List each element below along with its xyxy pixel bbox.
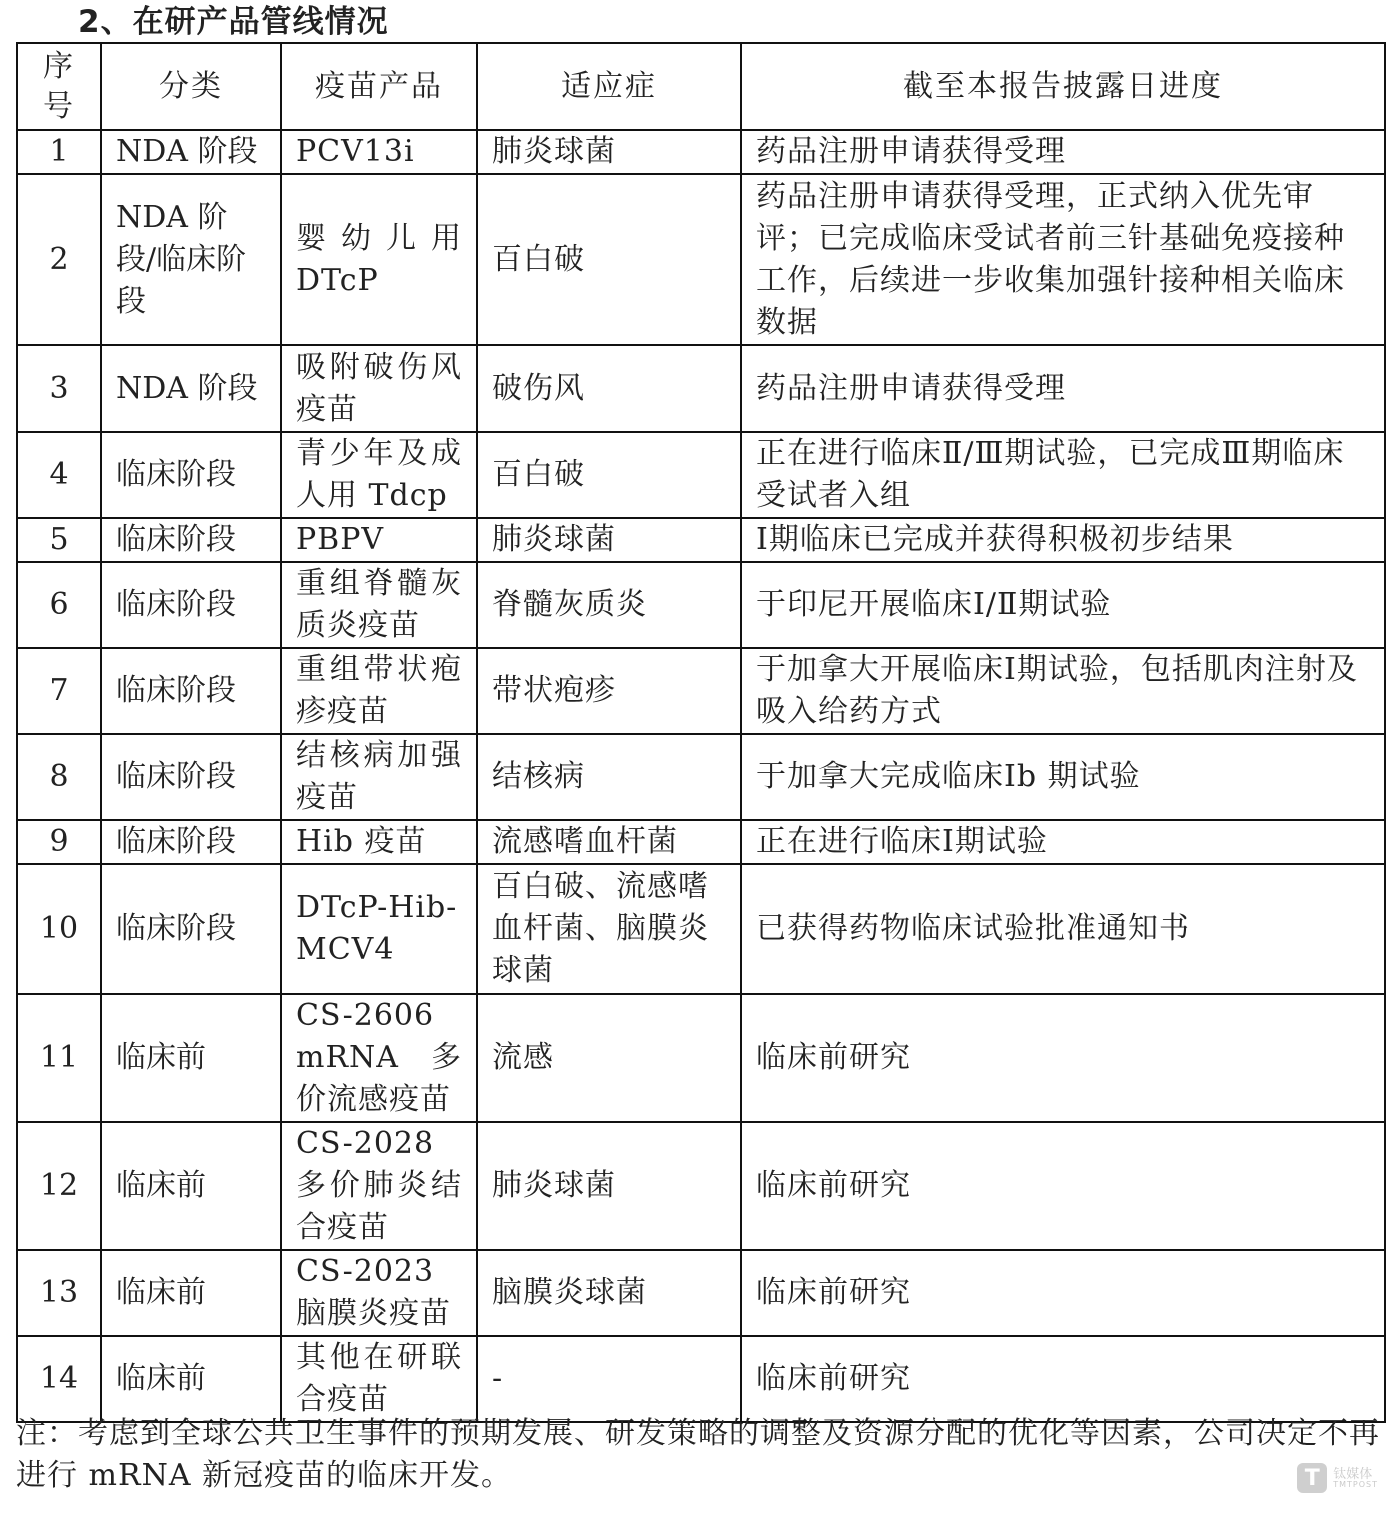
table-row: [17, 734, 1385, 820]
row-progress: 正在进行临床Ⅱ/Ⅲ期试验，已完成Ⅲ期临床受试者入组: [741, 432, 1385, 518]
row-category: NDA 阶段: [101, 130, 281, 174]
header-progress: 截至本报告披露日进度: [741, 43, 1385, 130]
row-index: 2: [17, 174, 101, 345]
row-index: 1: [17, 130, 101, 174]
row-progress: 于印尼开展临床Ⅰ/Ⅱ期试验: [741, 562, 1385, 648]
row-index: 12: [17, 1122, 101, 1250]
header-index: 序号: [17, 43, 101, 130]
row-indication: 肺炎球菌: [477, 130, 741, 174]
row-indication: 肺炎球菌: [477, 518, 741, 562]
row-indication: 百白破: [477, 432, 741, 518]
row-category: 临床前: [101, 1336, 281, 1422]
row-category: 临床阶段: [101, 432, 281, 518]
row-category: 临床阶段: [101, 734, 281, 820]
row-progress: 临床前研究: [741, 1122, 1385, 1250]
table-row: [17, 432, 1385, 518]
table-row: [17, 345, 1385, 432]
header-product: 疫苗产品: [281, 43, 477, 130]
row-product: 结核病加强疫苗: [281, 734, 477, 820]
table-row: [17, 648, 1385, 734]
row-product: Hib 疫苗: [281, 820, 477, 864]
row-progress: 正在进行临床Ⅰ期试验: [741, 820, 1385, 864]
row-progress: 临床前研究: [741, 1250, 1385, 1336]
table-row: [17, 864, 1385, 994]
row-progress: 药品注册申请获得受理: [741, 345, 1385, 432]
row-product: 吸附破伤风疫苗: [281, 345, 477, 432]
header-category: 分类: [101, 43, 281, 130]
section-heading: 2、在研产品管线情况: [78, 4, 389, 40]
table-row: [17, 1122, 1385, 1250]
row-category: 临床前: [101, 994, 281, 1122]
row-indication: 肺炎球菌: [477, 1122, 741, 1250]
row-product: PCV13i: [281, 130, 477, 174]
row-category: 临床阶段: [101, 820, 281, 864]
row-category: NDA 阶段/临床阶段: [101, 174, 281, 345]
table-row: [17, 994, 1385, 1122]
row-product: 重组带状疱疹疫苗: [281, 648, 477, 734]
row-progress: 临床前研究: [741, 994, 1385, 1122]
row-category: 临床阶段: [101, 648, 281, 734]
footnote: 注：考虑到全球公共卫生事件的预期发展、研发策略的调整及资源分配的优化等因素，公司决定不再进行 mRNA 新冠疫苗的临床开发。: [16, 1416, 1380, 1493]
row-progress: 临床前研究: [741, 1336, 1385, 1422]
row-indication: 结核病: [477, 734, 741, 820]
row-category: 临床阶段: [101, 518, 281, 562]
row-progress: 药品注册申请获得受理，正式纳入优先审评；已完成临床受试者前三针基础免疫接种工作，后续进一步收集加强针接种相关临床数据: [741, 174, 1385, 345]
row-indication: 百白破: [477, 174, 741, 345]
row-index: 6: [17, 562, 101, 648]
row-index: 9: [17, 820, 101, 864]
row-indication: 脑膜炎球菌: [477, 1250, 741, 1336]
row-indication: 带状疱疹: [477, 648, 741, 734]
table-row: [17, 1336, 1385, 1422]
tmtpost-logo-icon: T: [1297, 1463, 1327, 1493]
row-product: 其他在研联合疫苗: [281, 1336, 477, 1422]
pipeline-table: [16, 42, 1386, 1423]
row-index: 10: [17, 864, 101, 994]
row-category: 临床前: [101, 1122, 281, 1250]
table-row: [17, 130, 1385, 174]
row-progress: Ⅰ期临床已完成并获得积极初步结果: [741, 518, 1385, 562]
watermark-sub: TMTPOST: [1333, 1479, 1378, 1489]
row-product: PBPV: [281, 518, 477, 562]
row-product: CS-2606 mRNA 多价流感疫苗: [281, 994, 477, 1122]
row-index: 3: [17, 345, 101, 432]
row-indication: 脊髓灰质炎: [477, 562, 741, 648]
row-indication: 流感: [477, 994, 741, 1122]
row-index: 8: [17, 734, 101, 820]
table-row: [17, 562, 1385, 648]
row-product: CS-2023 脑膜炎疫苗: [281, 1250, 477, 1336]
table-row: [17, 518, 1385, 562]
row-index: 4: [17, 432, 101, 518]
row-category: 临床阶段: [101, 864, 281, 994]
watermark-name: 钛媒体: [1333, 1466, 1373, 1482]
row-product: 婴幼儿用DTcP: [281, 174, 477, 345]
table-row: [17, 174, 1385, 345]
row-index: 7: [17, 648, 101, 734]
table-row: [17, 820, 1385, 864]
row-indication: -: [477, 1336, 741, 1422]
row-index: 13: [17, 1250, 101, 1336]
table-row: [17, 1250, 1385, 1336]
table-header-row: [17, 43, 1385, 130]
row-category: NDA 阶段: [101, 345, 281, 432]
row-progress: 药品注册申请获得受理: [741, 130, 1385, 174]
row-category: 临床阶段: [101, 562, 281, 648]
row-progress: 已获得药物临床试验批准通知书: [741, 864, 1385, 994]
row-index: 14: [17, 1336, 101, 1422]
row-progress: 于加拿大开展临床Ⅰ期试验，包括肌肉注射及吸入给药方式: [741, 648, 1385, 734]
header-indication: 适应症: [477, 43, 741, 130]
row-product: 青少年及成人用 Tdcp: [281, 432, 477, 518]
row-product: CS-2028 多价肺炎结合疫苗: [281, 1122, 477, 1250]
row-index: 5: [17, 518, 101, 562]
row-indication: 百白破、流感嗜血杆菌、脑膜炎球菌: [477, 864, 741, 994]
watermark-text: [1333, 1468, 1378, 1489]
row-product: DTcP-Hib-MCV4: [281, 864, 477, 994]
row-indication: 流感嗜血杆菌: [477, 820, 741, 864]
row-indication: 破伤风: [477, 345, 741, 432]
row-index: 11: [17, 994, 101, 1122]
row-progress: 于加拿大完成临床Ⅰb 期试验: [741, 734, 1385, 820]
row-category: 临床前: [101, 1250, 281, 1336]
watermark-logo: [1297, 1463, 1378, 1493]
row-product: 重组脊髓灰质炎疫苗: [281, 562, 477, 648]
